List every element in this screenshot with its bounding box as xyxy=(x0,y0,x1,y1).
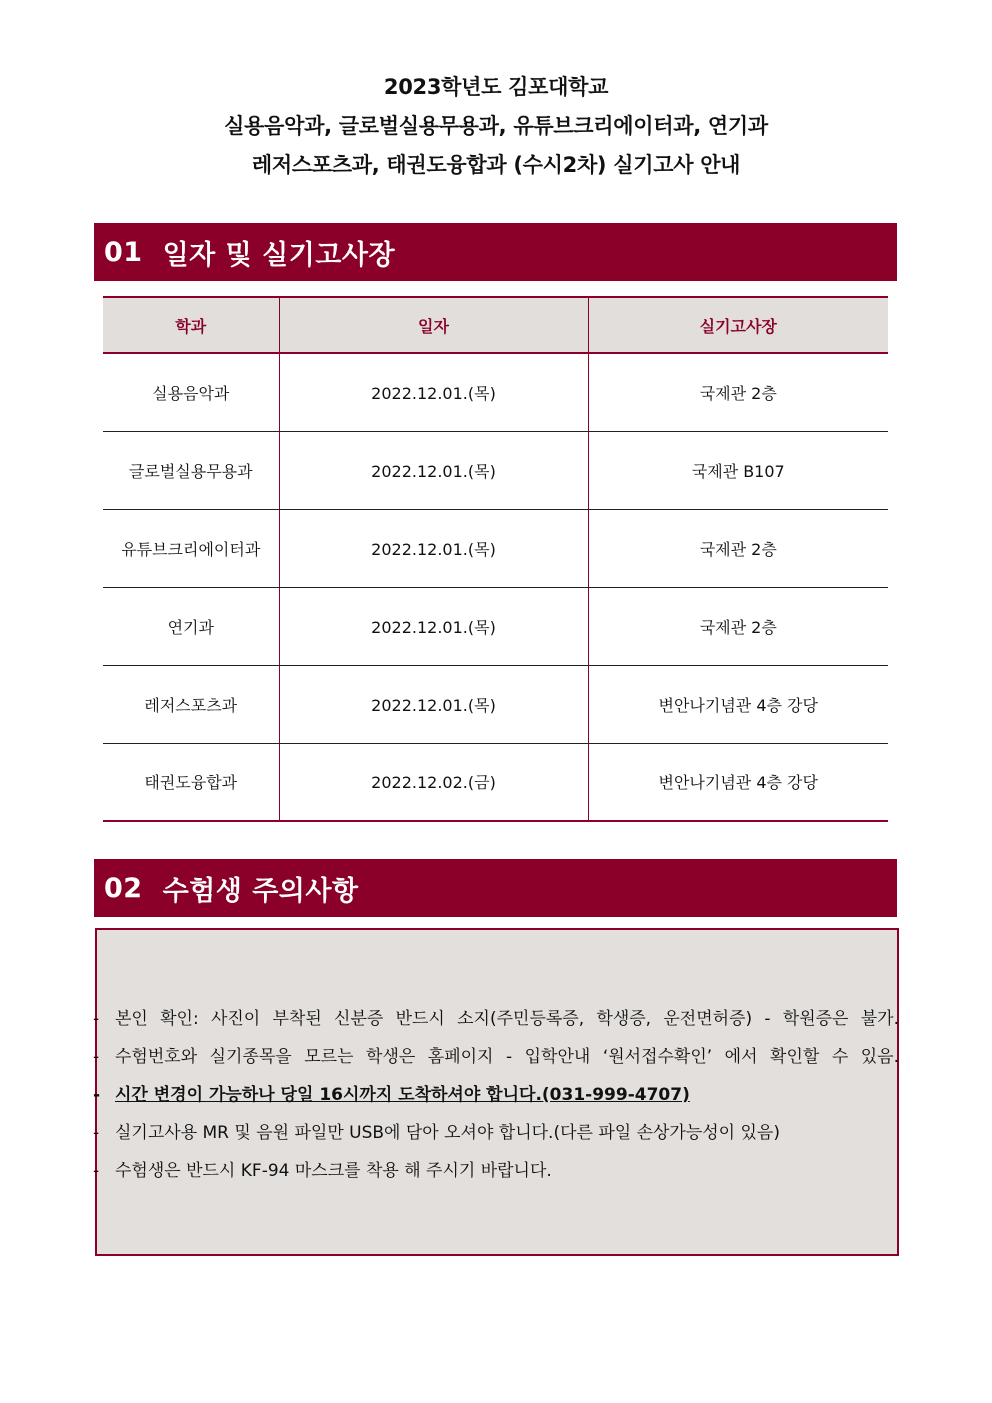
notice-item xyxy=(93,1114,899,1152)
cell-department: 실용음악과 xyxy=(103,353,279,431)
column-header-department: 학과 xyxy=(103,297,279,353)
cell-date: 2022.12.01.(목) xyxy=(279,353,588,431)
notice-text: 본인 확인: 사진이 부착된 신분증 반드시 소지(주민등록증, 학생증, 운전면허증) - 학원증은 불가. xyxy=(115,1009,899,1029)
cell-date: 2022.12.01.(목) xyxy=(279,431,588,509)
cell-date: 2022.12.01.(목) xyxy=(279,509,588,587)
section-label: 일자 및 실기고사장 xyxy=(162,239,396,271)
bullet-dash: - xyxy=(93,1161,100,1181)
section-number: 02 xyxy=(104,872,143,904)
column-header-venue: 실기고사장 xyxy=(588,297,888,353)
section-header-notices xyxy=(94,859,897,917)
cell-venue: 국제관 2층 xyxy=(588,587,888,665)
notice-text: 시간 변경이 가능하나 당일 16시까지 도착하셔야 합니다.(031-999-4707) xyxy=(115,1085,690,1105)
cell-department: 유튜브크리에이터과 xyxy=(103,509,279,587)
notice-text: 수험생은 반드시 KF-94 마스크를 착용 해 주시기 바랍니다. xyxy=(115,1161,552,1181)
cell-date: 2022.12.02.(금) xyxy=(279,743,588,821)
section-header-schedule xyxy=(94,223,897,281)
column-header-date: 일자 xyxy=(279,297,588,353)
cell-department: 연기과 xyxy=(103,587,279,665)
notice-list xyxy=(93,1000,899,1190)
cell-venue: 변안나기념관 4층 강당 xyxy=(588,665,888,743)
bullet-dash: - xyxy=(93,1123,100,1143)
cell-department: 레저스포츠과 xyxy=(103,665,279,743)
title-line-3: 레저스포츠과, 태권도융합과 (수시2차) 실기고사 안내 xyxy=(251,153,741,177)
cell-venue: 국제관 2층 xyxy=(588,353,888,431)
table-header-row xyxy=(103,297,888,353)
table-row xyxy=(103,665,888,743)
notice-item xyxy=(93,1152,899,1190)
bullet-dash: - xyxy=(93,1085,101,1105)
table-row xyxy=(103,509,888,587)
notice-item xyxy=(93,1000,899,1038)
cell-venue: 국제관 2층 xyxy=(588,509,888,587)
notice-item-emphasized xyxy=(93,1076,899,1114)
title-line-2: 실용음악과, 글로벌실용무용과, 유튜브크리에이터과, 연기과 xyxy=(224,114,768,138)
cell-date: 2022.12.01.(목) xyxy=(279,587,588,665)
notice-text: 실기고사용 MR 및 음원 파일만 USB에 담아 오셔야 합니다.(다른 파일 손상가능성이 있음) xyxy=(115,1123,780,1143)
table-row xyxy=(103,587,888,665)
bullet-dash: - xyxy=(93,1047,100,1067)
table-row xyxy=(103,431,888,509)
section-label: 수험생 주의사항 xyxy=(162,875,359,907)
table-row xyxy=(103,353,888,431)
cell-venue: 변안나기념관 4층 강당 xyxy=(588,743,888,821)
section-number: 01 xyxy=(104,236,143,268)
cell-department: 글로벌실용무용과 xyxy=(103,431,279,509)
table-row xyxy=(103,743,888,821)
title-line-1: 2023학년도 김포대학교 xyxy=(383,75,609,99)
notice-text: 수험번호와 실기종목을 모르는 학생은 홈페이지 - 입학안내 ‘원서접수확인’ 에서 확인할 수 있음. xyxy=(115,1047,899,1067)
schedule-table xyxy=(103,296,888,822)
bullet-dash: - xyxy=(93,1009,100,1029)
cell-venue: 국제관 B107 xyxy=(588,431,888,509)
notice-item xyxy=(93,1038,899,1076)
cell-date: 2022.12.01.(목) xyxy=(279,665,588,743)
cell-department: 태권도융합과 xyxy=(103,743,279,821)
document-title xyxy=(0,68,992,185)
